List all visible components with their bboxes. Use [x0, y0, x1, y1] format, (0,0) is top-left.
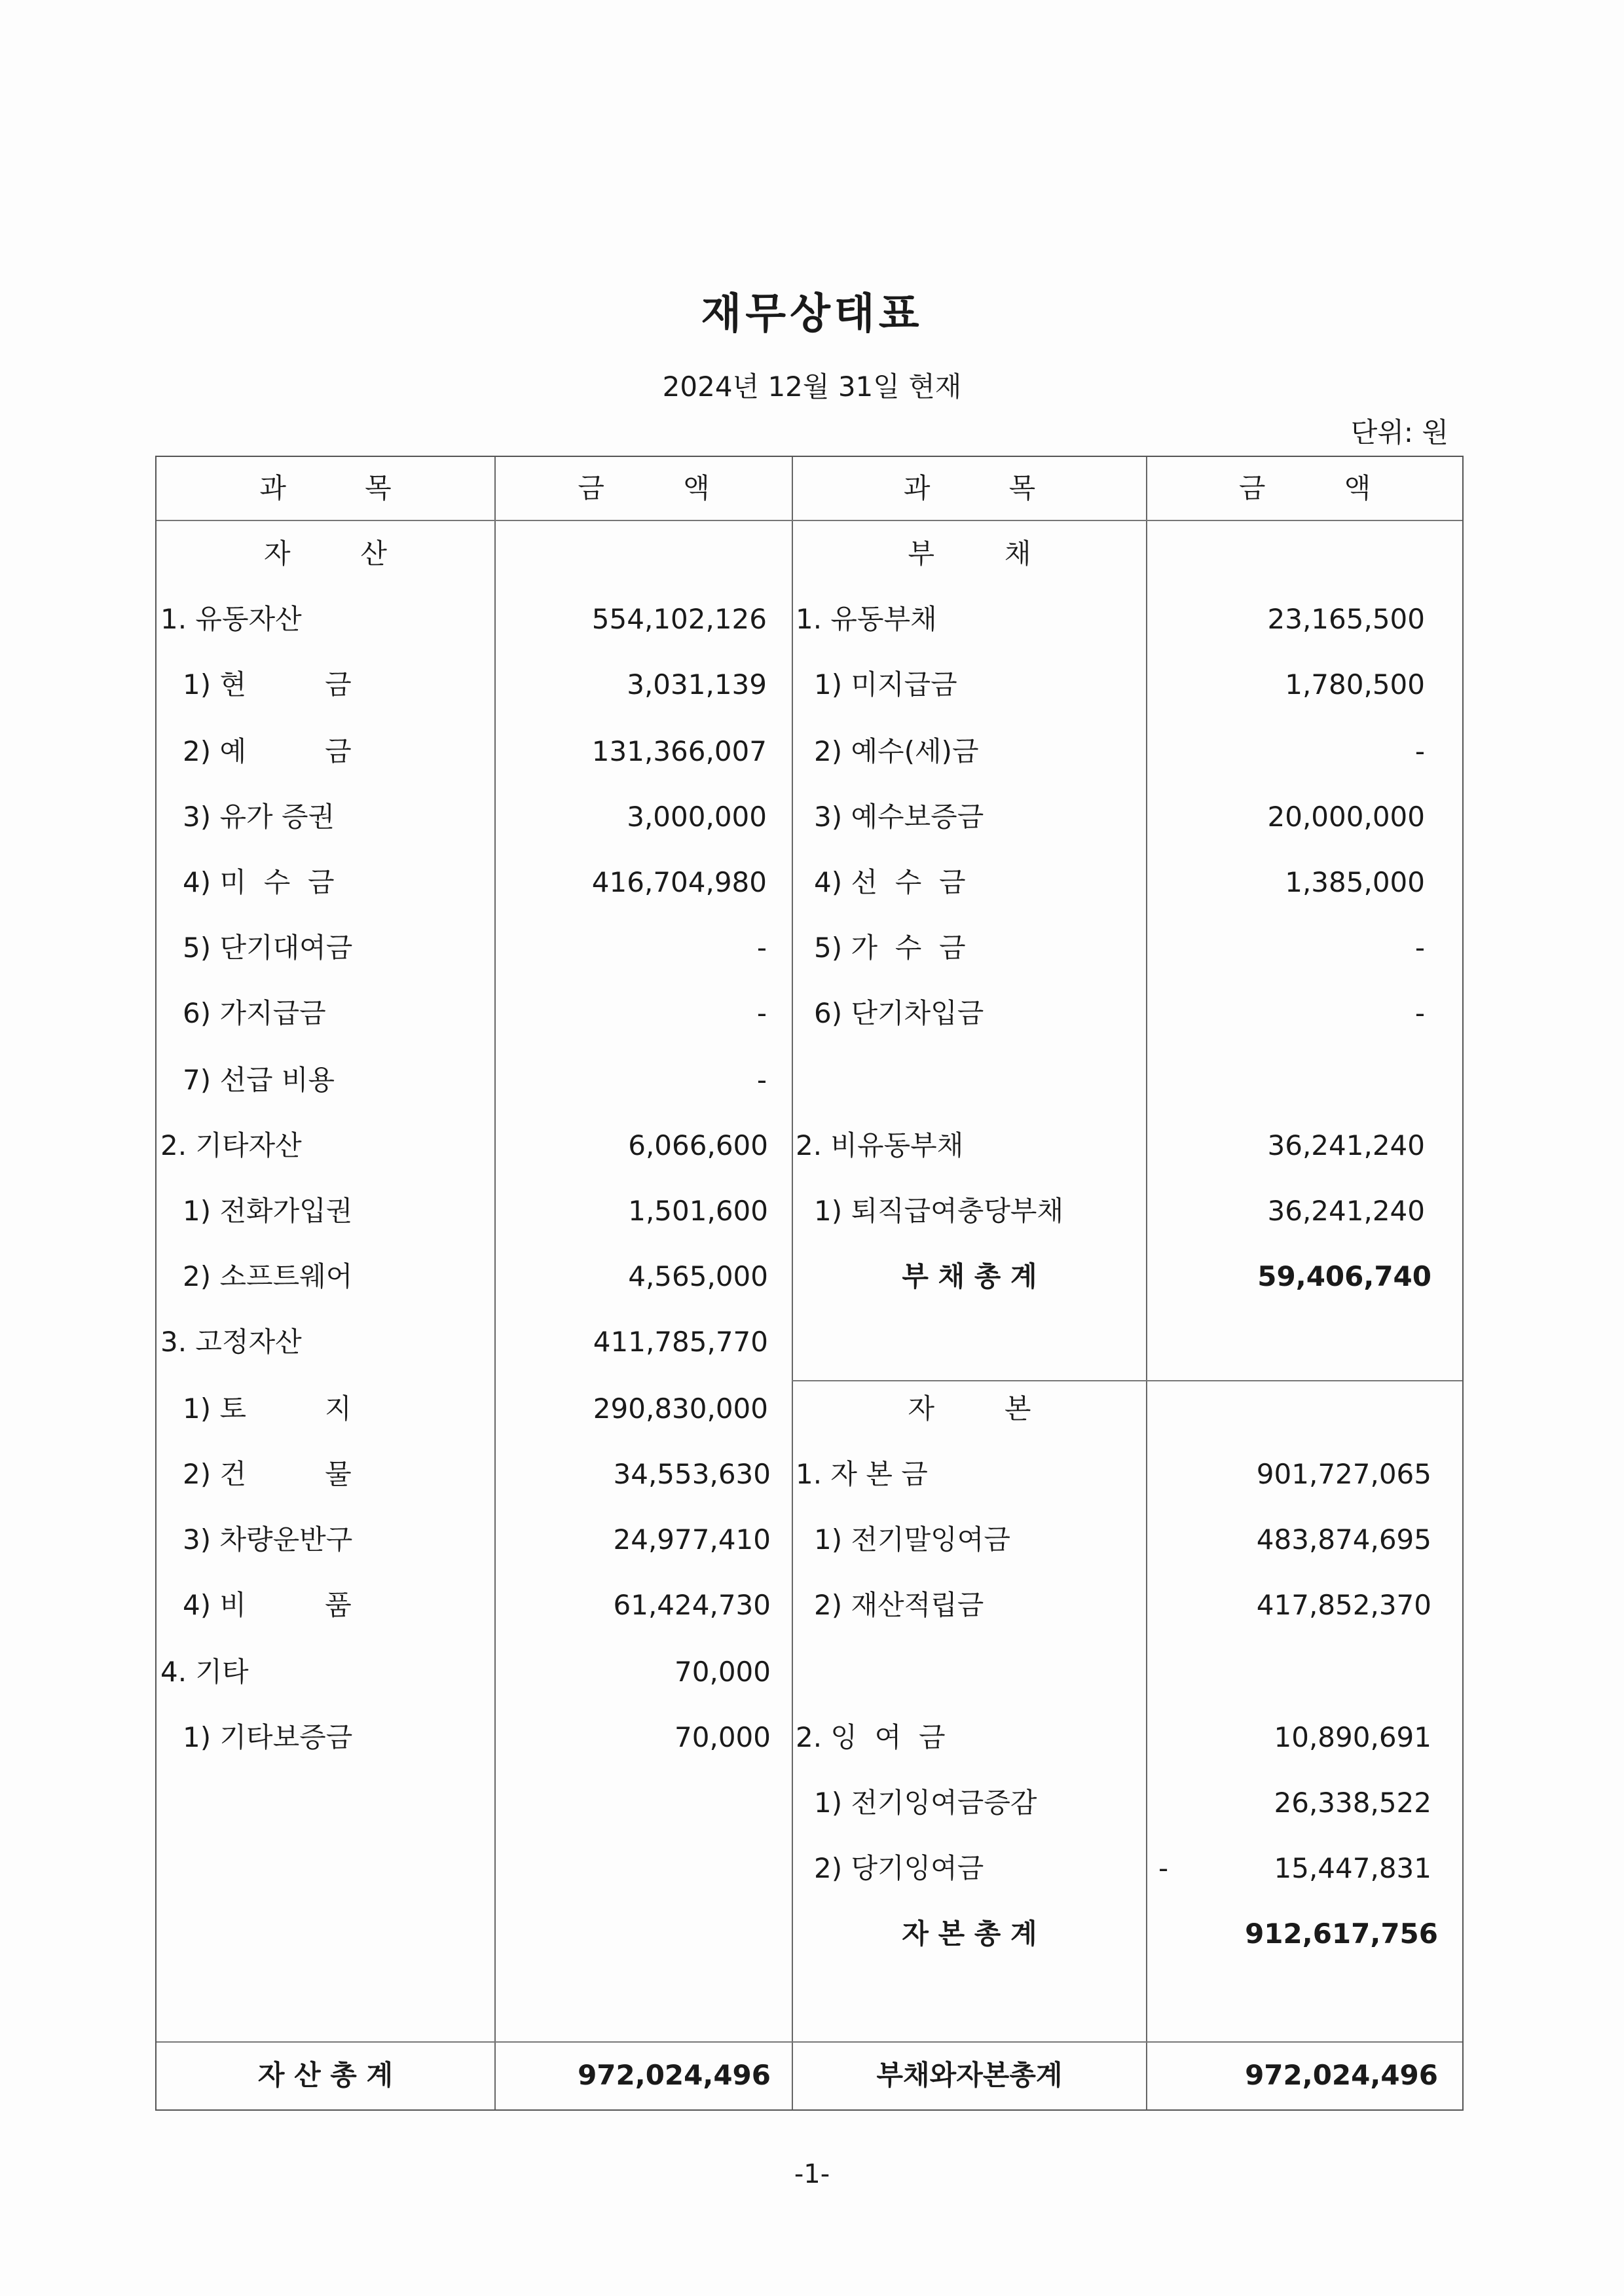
capital-label: 1. 자 본 금	[796, 1458, 928, 1490]
liabilities-current-label: 1. 유동부채	[796, 603, 937, 635]
header-right-item: 과 목	[903, 472, 1036, 504]
etc-deposit-label: 1) 기타보증금	[183, 1721, 353, 1753]
assets-section-label: 자 산	[264, 538, 387, 570]
building-label: 2) 건 물	[183, 1458, 352, 1490]
unearned-amount: 1,385,000	[1285, 866, 1425, 898]
header-left-item: 과 목	[259, 472, 392, 504]
accrued-amount: 1,780,500	[1285, 668, 1425, 701]
deposits-received-label: 3) 예수보증금	[814, 801, 984, 833]
prior-change-label: 1) 전기잉여금증감	[814, 1787, 1037, 1819]
cash-amount: 3,031,139	[627, 668, 767, 701]
short-borrow-label: 6) 단기차입금	[814, 997, 984, 1029]
fixtures-label: 4) 비 품	[183, 1589, 352, 1621]
fixtures-amount: 61,424,730	[613, 1589, 771, 1621]
short-loans-amount: -	[756, 932, 767, 964]
etc-deposit-amount: 70,000	[674, 1721, 771, 1753]
software-amount: 4,565,000	[628, 1260, 768, 1292]
equity-section-divider	[792, 1380, 1462, 1381]
current-surplus-amount: 15,447,831	[1274, 1852, 1431, 1884]
equity-total-label: 자 본 총 계	[902, 1918, 1037, 1950]
withholding-label: 2) 예수(세)금	[814, 735, 979, 767]
building-amount: 34,553,630	[613, 1458, 771, 1490]
equity-section-label: 자 본	[908, 1393, 1031, 1425]
land-label: 1) 토 지	[183, 1393, 352, 1425]
deposits-amount: 131,366,007	[591, 735, 767, 767]
liabilities-total-amount: 59,406,740	[1257, 1260, 1431, 1292]
suspense-amount: -	[1414, 932, 1425, 964]
vehicles-amount: 24,977,410	[613, 1523, 771, 1556]
prior-change-amount: 26,338,522	[1274, 1787, 1431, 1819]
assets-current-amount: 554,102,126	[591, 603, 767, 635]
current-surplus-label: 2) 당기잉여금	[814, 1852, 984, 1884]
header-divider	[157, 520, 1462, 521]
short-loans-label: 5) 단기대여금	[183, 932, 353, 964]
phone-rights-amount: 1,501,600	[628, 1195, 768, 1227]
noncurrent-label: 2. 비유동부채	[796, 1129, 964, 1161]
severance-amount: 36,241,240	[1267, 1195, 1425, 1227]
property-reserve-amount: 417,852,370	[1256, 1589, 1431, 1621]
etc-amount: 70,000	[674, 1656, 771, 1688]
equity-total-amount: 912,617,756	[1245, 1918, 1438, 1950]
header-right-amount: 금 액	[1238, 472, 1371, 504]
balance-sheet-table	[155, 456, 1464, 2111]
page-number: -1-	[794, 2159, 830, 2189]
accrued-label: 1) 미지급금	[814, 668, 957, 701]
receivables-amount: 416,704,980	[591, 866, 767, 898]
liabilities-section-label: 부 채	[908, 538, 1031, 570]
assets-total-label: 자 산 총 계	[257, 2059, 394, 2091]
liabilities-total-label: 부 채 총 계	[902, 1260, 1037, 1292]
prepaid-amount: -	[756, 1064, 767, 1096]
document-title: 재무상태표	[701, 290, 923, 338]
securities-amount: 3,000,000	[627, 801, 767, 833]
receivables-label: 4) 미 수 금	[183, 866, 335, 898]
securities-label: 3) 유가 증권	[183, 801, 335, 833]
negative-sign: -	[1158, 1852, 1169, 1884]
vehicles-label: 3) 차량운반구	[183, 1523, 353, 1556]
fixed-assets-label: 3. 고정자산	[160, 1326, 302, 1358]
unearned-label: 4) 선 수 금	[814, 866, 966, 898]
grand-total-label: 부채와자본총계	[876, 2059, 1063, 2091]
surplus-label: 2. 잉 여 금	[796, 1721, 946, 1753]
cash-label: 1) 현 금	[183, 668, 352, 701]
property-reserve-label: 2) 재산적립금	[814, 1589, 984, 1621]
noncurrent-amount: 36,241,240	[1267, 1129, 1425, 1161]
assets-current-label: 1. 유동자산	[160, 603, 302, 635]
severance-label: 1) 퇴직급여충당부채	[814, 1195, 1064, 1227]
prior-surplus-label: 1) 전기말잉여금	[814, 1523, 1010, 1556]
prior-surplus-amount: 483,874,695	[1256, 1523, 1431, 1556]
header-left-amount: 금 액	[578, 472, 710, 504]
phone-rights-label: 1) 전화가입권	[183, 1195, 353, 1227]
advances-label: 6) 가지급금	[183, 997, 326, 1029]
assets-total-amount: 972,024,496	[578, 2059, 771, 2091]
document-date: 2024년 12월 31일 현재	[662, 371, 962, 403]
withholding-amount: -	[1414, 735, 1425, 767]
software-label: 2) 소프트웨어	[183, 1260, 353, 1292]
short-borrow-amount: -	[1414, 997, 1425, 1029]
liabilities-current-amount: 23,165,500	[1267, 603, 1425, 635]
fixed-assets-amount: 411,785,770	[593, 1326, 768, 1358]
prepaid-label: 7) 선급 비용	[183, 1064, 335, 1096]
grand-total-amount: 972,024,496	[1245, 2059, 1438, 2091]
other-assets-label: 2. 기타자산	[160, 1129, 302, 1161]
total-row-divider	[157, 2041, 1462, 2043]
deposits-label: 2) 예 금	[183, 735, 352, 767]
surplus-amount: 10,890,691	[1274, 1721, 1431, 1753]
unit-label: 단위: 원	[1350, 416, 1449, 448]
advances-amount: -	[756, 997, 767, 1029]
deposits-received-amount: 20,000,000	[1267, 801, 1425, 833]
land-amount: 290,830,000	[593, 1393, 768, 1425]
etc-label: 4. 기타	[160, 1656, 249, 1688]
suspense-label: 5) 가 수 금	[814, 932, 966, 964]
other-assets-amount: 6,066,600	[628, 1129, 768, 1161]
capital-amount: 901,727,065	[1256, 1458, 1431, 1490]
